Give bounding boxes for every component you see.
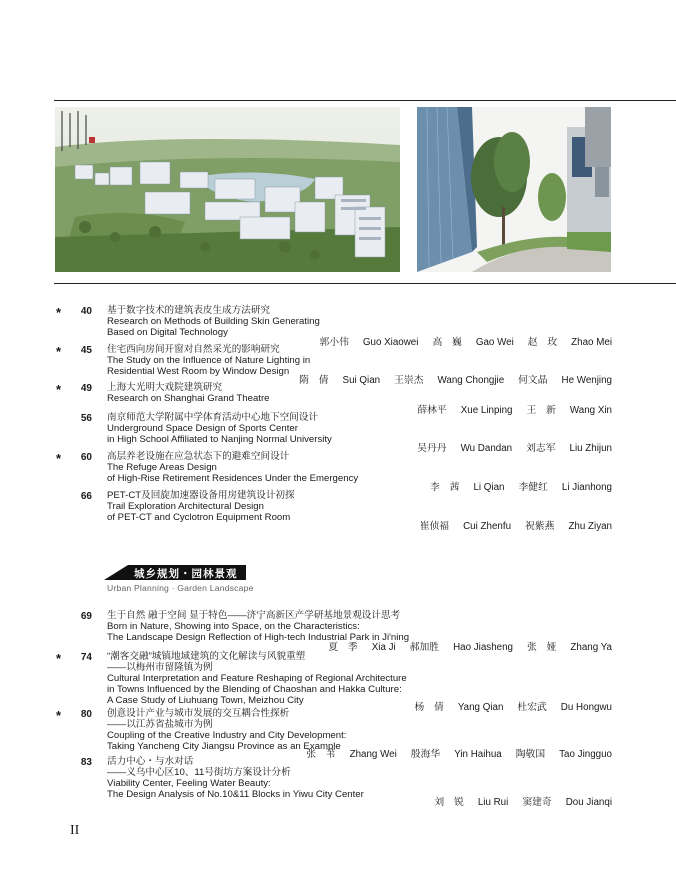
authors: 薛林平 Xue Linping 王 新 Wang Xin xyxy=(417,405,612,416)
title-cn: PET-CT及回旋加速器设备用房建筑设计初探 xyxy=(107,490,295,501)
title-en-1: Underground Space Design of Sports Center xyxy=(107,423,298,434)
title-en-1: Research on Methods of Building Skin Generating xyxy=(107,316,320,327)
title-en-2: of High-Rise Retirement Residences Under the Emergency xyxy=(107,473,359,484)
title-en-1: Research on Shanghai Grand Theatre xyxy=(107,393,270,404)
title-cn: “潮客交融”城镇地域建筑的文化解读与风貌重塑 xyxy=(107,651,306,662)
featured-star-icon: * xyxy=(56,382,62,397)
authors: 刘 锐 Liu Rui 窦建奇 Dou Jianqi xyxy=(434,797,612,808)
authors: 张 苇 Zhang Wei 殷海华 Yin Haihua 陶敬国 Tao Jingguo xyxy=(306,749,612,760)
featured-star-icon: * xyxy=(56,651,62,666)
page-ref: 40 xyxy=(80,306,92,317)
title-en-2: Taking Yancheng City Jiangsu Province as an Example xyxy=(107,741,341,752)
title-cn: 南京师范大学附属中学体育活动中心地下空间设计 xyxy=(107,412,319,423)
title-cn: 活力中心・与水对话 xyxy=(107,756,194,767)
section-title-en: Urban Planning · Garden Landscape xyxy=(107,583,254,593)
featured-star-icon: * xyxy=(56,451,62,466)
title-cn: 上海大光明大戏院建筑研究 xyxy=(107,382,223,393)
title-en-1: The Refuge Areas Design xyxy=(107,462,217,473)
photo-bottom-rule xyxy=(54,283,676,284)
title-en-1: The Study on the Influence of Nature Lighting in xyxy=(107,355,311,366)
title-en-1: Viability Center, Feeling Water Beauty: xyxy=(107,778,271,789)
section-title-cn: 城乡规划・园林景观 xyxy=(134,568,238,580)
title-en-2: Based on Digital Technology xyxy=(107,327,228,338)
subtitle-cn: ——义乌中心区10、11号街坊方案设计分析 xyxy=(107,767,291,778)
authors: 杨 倩 Yang Qian 杜宏武 Du Hongwu xyxy=(414,702,612,713)
title-en-2: Residential West Room by Window Design xyxy=(107,366,290,377)
page-ref: 74 xyxy=(80,652,92,663)
page-ref: 66 xyxy=(80,491,92,502)
title-en-2: The Design Analysis of No.10&11 Blocks in Yiwu City Center xyxy=(107,789,364,800)
title-cn: 住宅西向房间开窗对自然采光的影响研究 xyxy=(107,344,280,355)
page-ref: 45 xyxy=(80,345,92,356)
page-ref: 60 xyxy=(80,452,92,463)
page-ref: 83 xyxy=(80,757,92,768)
featured-star-icon: * xyxy=(56,344,62,359)
title-cn: 创意设计产业与城市发展的交互耦合性探析 xyxy=(107,708,290,719)
authors: 崔侦福 Cui Zhenfu 祝紫燕 Zhu Ziyan xyxy=(419,521,612,532)
title-en-1: Coupling of the Creative Industry and City Development: xyxy=(107,730,347,741)
authors: 李 茜 Li Qian 李健红 Li Jianhong xyxy=(430,482,612,493)
title-cn: 高层养老设施在应急状态下的避难空间设计 xyxy=(107,451,290,462)
authors: 夏 季 Xia Ji 郝加胜 Hao Jiasheng 张 娅 Zhang Ya xyxy=(328,642,612,653)
subtitle-cn: ——以梅州市留隆镇为例 xyxy=(107,662,213,673)
title-en-2: of PET-CT and Cyclotron Equipment Room xyxy=(107,512,291,523)
featured-star-icon: * xyxy=(56,708,62,723)
page-number: II xyxy=(70,823,80,838)
featured-star-icon: * xyxy=(56,305,62,320)
title-en-3: A Case Study of Liuhuang Town, Meizhou City xyxy=(107,695,304,706)
page-ref: 49 xyxy=(80,383,92,394)
title-en-2: in High School Affiliated to Nanjing Normal University xyxy=(107,434,332,445)
page-ref: 69 xyxy=(80,611,92,622)
top-rule xyxy=(54,100,676,101)
page-ref: 56 xyxy=(80,413,92,424)
title-en-2: in Towns Influenced by the Blending of Chaoshan and Hakka Culture: xyxy=(107,684,402,695)
title-en-1: Trail Exploration Architectural Design xyxy=(107,501,264,512)
title-en-2: The Landscape Design Reflection of High-tech Industrial Park in Ji'ning xyxy=(107,632,410,643)
title-cn: 基于数字技术的建筑表皮生成方法研究 xyxy=(107,305,271,316)
title-en-1: Born in Nature, Showing into Space, on the Characteristics: xyxy=(107,621,360,632)
subtitle-cn: ——以江苏省盐城市为例 xyxy=(107,719,213,730)
page-ref: 80 xyxy=(80,709,92,720)
authors: 郭小伟 Guo Xiaowei 高 巍 Gao Wei 赵 玫 Zhao Mei xyxy=(319,337,612,348)
title-cn: 生于自然 融于空间 显于特色——济宁高新区产学研基地景观设计思考 xyxy=(107,610,401,621)
authors: 吴丹丹 Wu Dandan 刘志军 Liu Zhijun xyxy=(417,443,612,454)
title-en-1: Cultural Interpretation and Feature Reshaping of Regional Architecture xyxy=(107,673,407,684)
building-courtyard-photo xyxy=(417,107,611,272)
aerial-campus-photo xyxy=(55,107,400,272)
authors: 隋 倩 Sui Qian 王崇杰 Wang Chongjie 何文晶 He Wenjing xyxy=(299,375,612,386)
